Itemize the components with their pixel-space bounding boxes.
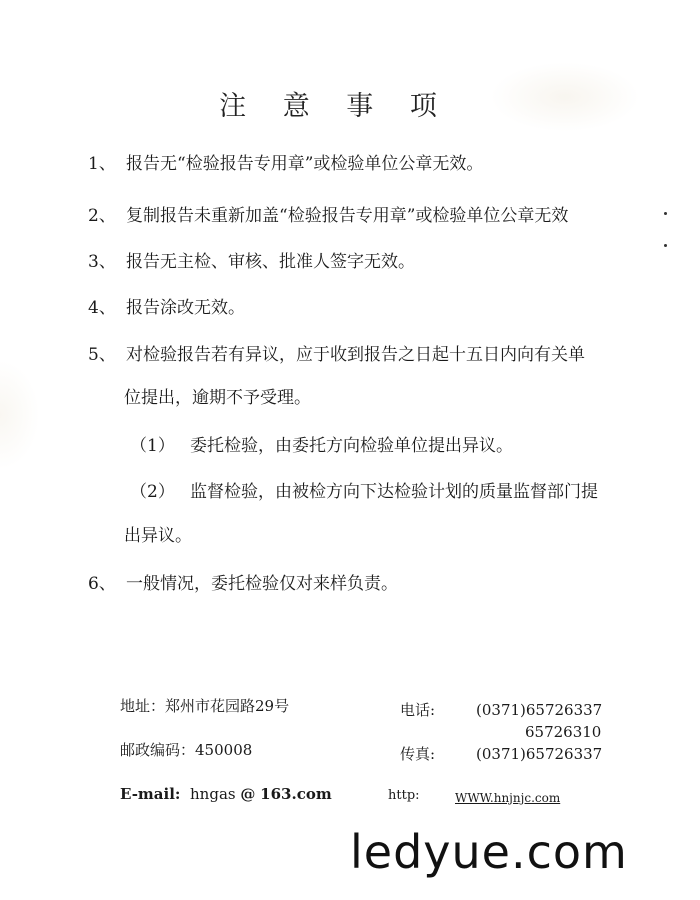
- item-text: 报告无“检验报告专用章”或检验单位公章无效。: [126, 154, 484, 174]
- email-at: @: [240, 785, 256, 803]
- page-title: 注 意 事 项: [219, 91, 451, 122]
- http-label: http:: [388, 788, 420, 803]
- notice-item-5-continuation: 位提出，逾期不予受理。: [124, 388, 311, 408]
- email-line: [120, 784, 332, 804]
- item-number: 3、: [88, 252, 116, 272]
- notice-item-4: [88, 296, 245, 320]
- sub-item-2: [130, 480, 598, 504]
- item-number: 2、: [88, 206, 116, 226]
- fax-label: 传真:: [400, 745, 436, 763]
- fax-number: (0371)65726337: [476, 745, 603, 763]
- website-link[interactable]: WWW.hnjnjc.com: [455, 791, 561, 805]
- address-label: 地址：: [120, 697, 166, 715]
- phone-label: 电话:: [400, 701, 436, 719]
- faint-edge-mark: [0, 360, 40, 470]
- item-text: 复制报告未重新加盖“检验报告专用章”或检验单位公章无效: [126, 206, 569, 226]
- notice-item-5: [88, 343, 585, 367]
- sub-item-1: [130, 434, 513, 458]
- postcode-value: 450008: [195, 741, 253, 759]
- sub-item-number: （1）: [130, 436, 175, 456]
- address-value: 郑州市花园路29号: [165, 697, 290, 715]
- item-number: 4、: [88, 298, 116, 318]
- speck-mark: [664, 212, 667, 215]
- sub-item-text: 委托检验，由委托方向检验单位提出异议。: [190, 436, 513, 456]
- speck-mark: [664, 244, 667, 247]
- sub-item-number: （2）: [130, 482, 175, 502]
- item-text: 一般情况，委托检验仅对来样负责。: [126, 574, 398, 594]
- item-number: 6、: [88, 574, 116, 594]
- notice-item-1: [88, 152, 483, 176]
- email-label: E-mail:: [120, 785, 181, 803]
- item-text: 报告无主检、审核、批准人签字无效。: [126, 252, 415, 272]
- email-domain: 163.com: [260, 785, 332, 803]
- phone-number-1: (0371)65726337: [476, 701, 603, 719]
- phone-number-2: 65726310: [525, 723, 602, 741]
- item-text: 报告涂改无效。: [126, 298, 245, 318]
- email-user: hngas: [190, 785, 236, 803]
- watermark-text: ledyue.com: [350, 825, 628, 879]
- notice-item-2: [88, 204, 568, 228]
- postcode-label: 邮政编码：: [120, 741, 196, 759]
- item-text: 对检验报告若有异议，应于收到报告之日起十五日内向有关单: [126, 345, 585, 365]
- address-line: [120, 696, 289, 716]
- postcode-line: [120, 740, 252, 760]
- item-number: 5、: [88, 345, 116, 365]
- notice-item-3: [88, 250, 415, 274]
- sub-item-2-continuation: 出异议。: [124, 526, 192, 546]
- item-number: 1、: [88, 154, 116, 174]
- notice-item-6: [88, 572, 398, 596]
- sub-item-text: 监督检验，由被检方向下达检验计划的质量监督部门提: [190, 482, 598, 502]
